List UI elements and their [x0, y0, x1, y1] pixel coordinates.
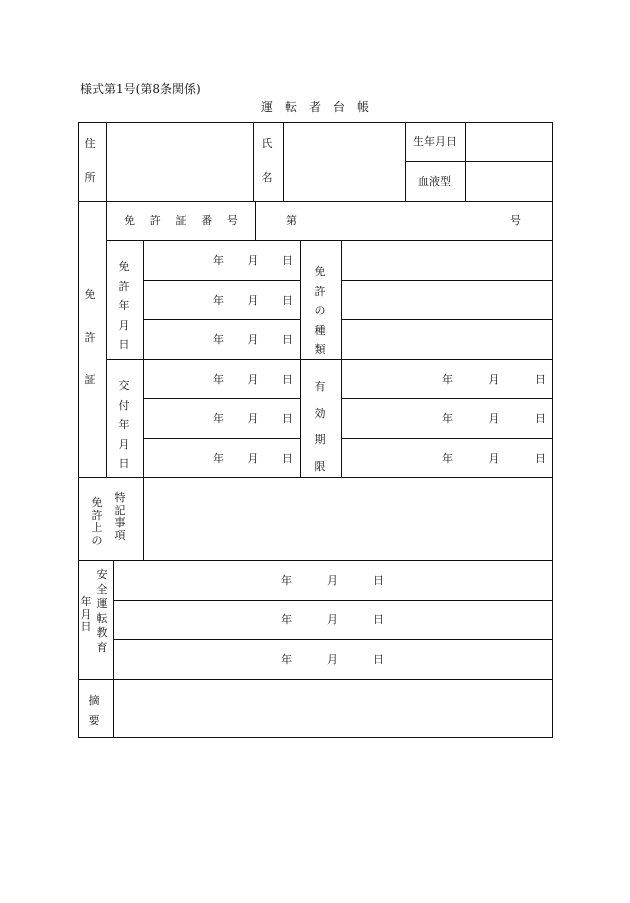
label-char: 日	[118, 338, 130, 351]
label-char: 日	[80, 620, 92, 633]
label-char: 免	[124, 214, 135, 227]
label-char: 証	[84, 373, 96, 386]
day-mark: 日	[282, 373, 293, 386]
training-date-3	[281, 653, 384, 667]
name-label	[259, 134, 275, 187]
title-char: 転	[284, 100, 297, 114]
label-char: 年	[80, 595, 92, 608]
title-char: 帳	[357, 100, 370, 114]
label-char: 許	[84, 330, 96, 344]
year-mark: 年	[213, 373, 224, 386]
month-mark: 月	[488, 373, 500, 386]
year-mark: 年	[442, 452, 453, 465]
training-date-2	[281, 613, 384, 627]
label-char: 月	[118, 318, 130, 332]
label-char: 上	[91, 521, 103, 534]
label-char: 教	[96, 626, 108, 639]
delivery-date-label	[117, 376, 131, 474]
license-number-suffix: 号	[510, 214, 521, 227]
label-char: 月	[118, 437, 130, 451]
safe-driving-training-label	[95, 568, 109, 655]
label-char: 名	[261, 170, 273, 184]
label-char: 特	[114, 491, 126, 504]
year-mark: 年	[213, 254, 224, 267]
label-char: 要	[88, 713, 100, 727]
issue-date-3	[213, 333, 293, 347]
license-type-label	[313, 262, 327, 360]
label-char: 期	[314, 433, 326, 446]
year-mark: 年	[213, 412, 224, 425]
license-section-label	[83, 285, 97, 390]
label-char: 年	[118, 418, 130, 431]
label-char: 日	[118, 457, 130, 470]
day-mark: 日	[282, 333, 293, 346]
year-mark: 年	[442, 373, 453, 386]
month-mark: 月	[488, 412, 500, 425]
label-char: 育	[96, 640, 108, 654]
remarks-label	[87, 691, 101, 730]
label-char: 許	[91, 508, 103, 522]
training-date-label	[79, 596, 93, 634]
label-char: 免	[84, 288, 96, 301]
day-mark: 日	[373, 613, 384, 626]
label-char: 記	[114, 503, 126, 517]
year-mark: 年	[281, 653, 292, 666]
label-char: 住	[84, 137, 96, 150]
label-char: の	[314, 304, 326, 317]
day-mark: 日	[282, 412, 293, 425]
month-mark: 月	[247, 333, 259, 346]
title-char: 者	[308, 100, 321, 114]
label-char: 免	[314, 265, 326, 278]
day-mark: 日	[535, 412, 546, 425]
label-char: 許	[118, 279, 130, 293]
month-mark: 月	[247, 373, 259, 386]
month-mark: 月	[327, 574, 338, 587]
label-char: 安	[96, 568, 108, 581]
form-number: 様式第1号(第8条関係)	[80, 82, 201, 96]
license-number-prefix: 第	[286, 214, 297, 227]
label-char: 免	[91, 496, 103, 509]
validity-date-1	[442, 373, 546, 387]
day-mark: 日	[535, 373, 546, 386]
month-mark: 月	[247, 452, 259, 465]
license-issue-date-label	[117, 257, 131, 355]
month-mark: 月	[488, 452, 500, 465]
day-mark: 日	[282, 254, 293, 267]
year-mark: 年	[213, 294, 224, 307]
validity-date-2	[442, 412, 546, 426]
month-mark: 月	[247, 294, 259, 307]
special-notes-label-right	[113, 492, 127, 542]
label-char: 月	[80, 607, 92, 621]
address-label	[82, 134, 98, 187]
label-char: 所	[84, 170, 96, 184]
year-mark: 年	[442, 412, 453, 425]
label-char: 許	[314, 284, 326, 298]
month-mark: 月	[327, 653, 338, 666]
year-mark: 年	[213, 452, 224, 465]
label-char: 運	[96, 597, 108, 610]
blood-type-label: 血液型	[418, 175, 451, 188]
title-char: 運	[260, 100, 273, 114]
label-char: 証	[175, 214, 187, 227]
year-mark: 年	[281, 613, 292, 626]
validity-label	[313, 377, 327, 476]
label-char: 効	[314, 406, 326, 420]
label-char: 有	[314, 380, 326, 393]
issue-date-2	[213, 294, 293, 308]
special-notes-label-left	[90, 497, 104, 547]
label-char: 番	[201, 214, 213, 227]
label-char: 類	[314, 343, 326, 356]
label-char: 種	[314, 323, 326, 337]
label-char: 許	[149, 214, 161, 227]
label-char: 年	[118, 299, 130, 312]
validity-date-3	[442, 452, 546, 466]
month-mark: 月	[247, 412, 259, 425]
training-date-1	[281, 574, 384, 588]
label-char: 付	[118, 398, 130, 412]
label-char: の	[91, 533, 103, 547]
label-char: 転	[96, 611, 108, 625]
label-char: 免	[118, 260, 130, 273]
birth-date-label: 生年月日	[413, 135, 457, 148]
day-mark: 日	[373, 653, 384, 666]
month-mark: 月	[327, 613, 338, 626]
issue-date-1	[213, 254, 293, 268]
year-mark: 年	[281, 574, 292, 587]
month-mark: 月	[247, 254, 259, 267]
label-char: 限	[314, 459, 326, 473]
day-mark: 日	[535, 452, 546, 465]
day-mark: 日	[282, 294, 293, 307]
label-char: 項	[114, 528, 126, 542]
label-char: 全	[96, 582, 108, 596]
license-number-label	[124, 214, 238, 228]
delivery-date-1	[213, 373, 293, 387]
day-mark: 日	[373, 574, 384, 587]
label-char: 号	[227, 214, 238, 227]
day-mark: 日	[282, 452, 293, 465]
title-char: 台	[333, 100, 346, 114]
label-char: 摘	[88, 694, 100, 707]
year-mark: 年	[213, 333, 224, 346]
label-char: 交	[118, 379, 130, 392]
label-char: 氏	[261, 137, 273, 150]
label-char: 事	[114, 516, 126, 529]
delivery-date-2	[213, 412, 293, 426]
delivery-date-3	[213, 452, 293, 466]
